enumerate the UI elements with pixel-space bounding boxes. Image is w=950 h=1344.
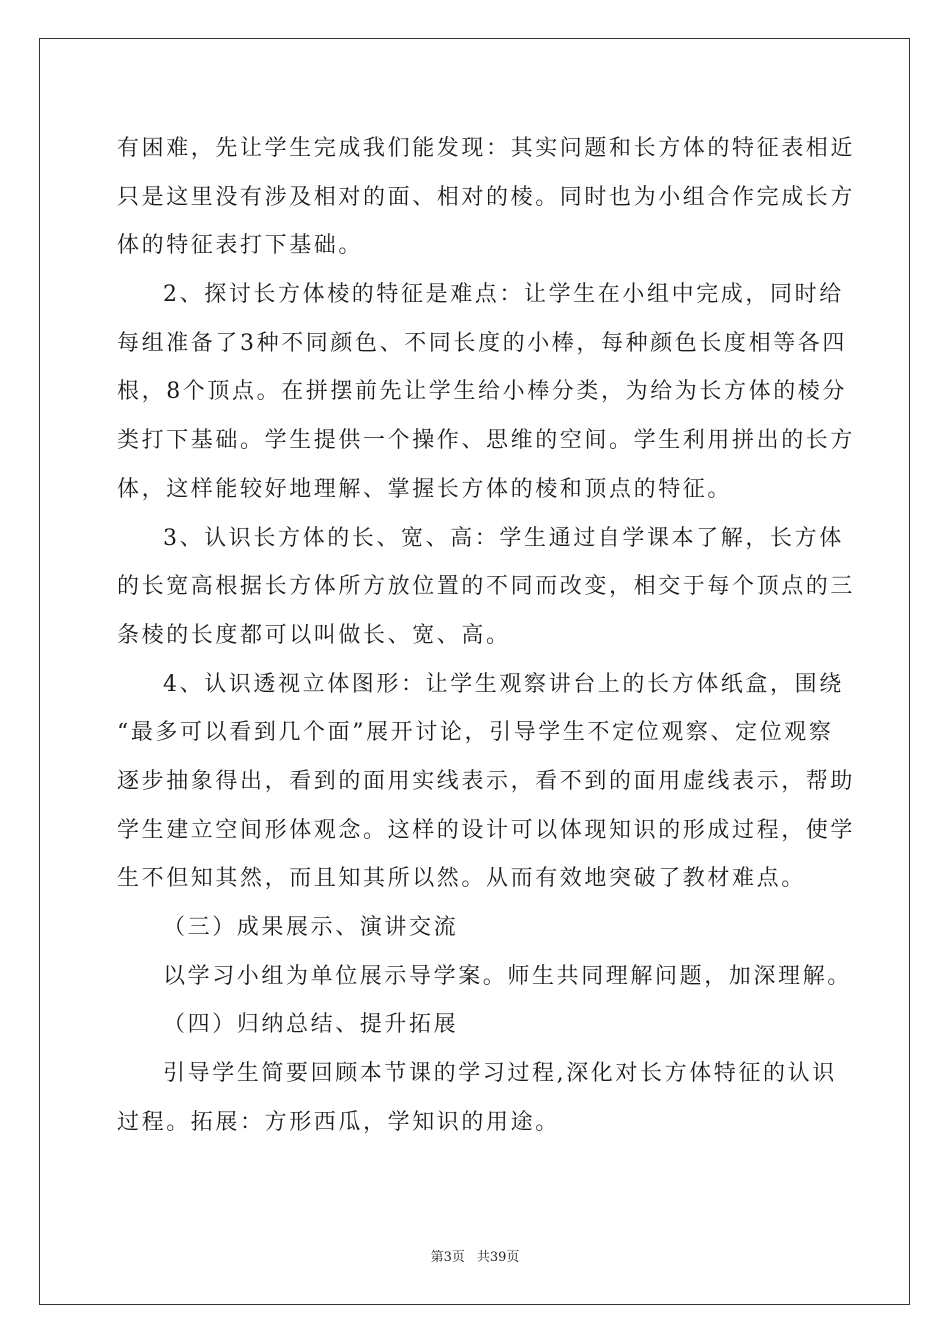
text-line: 体的特征表打下基础。 xyxy=(117,233,364,259)
text-line: 每组准备了3种不同颜色、不同长度的小棒，每种颜色长度相等各四 xyxy=(117,330,847,356)
text-line: 的长宽高根据长方体所方放位置的不同而改变，相交于每个顶点的三 xyxy=(117,574,856,600)
page-footer xyxy=(0,1246,950,1265)
text-line: 引导学生简要回顾本节课的学习过程,深化对长方体特征的认识 xyxy=(163,1061,837,1087)
document-body xyxy=(117,125,856,1147)
text-line: 以学习小组为单位展示导学案。师生共同理解问题，加深理解。 xyxy=(163,963,852,989)
section-heading: （四）归纳总结、提升拓展 xyxy=(163,1012,459,1038)
text-line: 类打下基础。学生提供一个操作、思维的空间。学生利用拼出的长方 xyxy=(117,428,856,454)
section-heading: （三）成果展示、演讲交流 xyxy=(163,915,459,940)
text-line: 4、认识透视立体图形：让学生观察讲台上的长方体纸盒，围绕 xyxy=(163,671,844,697)
text-line: 逐步抽象得出，看到的面用实线表示，看不到的面用虚线表示，帮助 xyxy=(117,768,856,794)
text-line: 体，这样能较好地理解、掌握长方体的棱和顶点的特征。 xyxy=(117,476,733,502)
text-line: 根，8个顶点。在拼摆前先让学生给小棒分类，为给为长方体的棱分 xyxy=(117,379,847,405)
text-line: 学生建立空间形体观念。这样的设计可以体现知识的形成过程，使学 xyxy=(117,817,856,843)
page-number: 第3页 xyxy=(430,1250,465,1265)
text-line: 只是这里没有涉及相对的面、相对的棱。同时也为小组合作完成长方 xyxy=(117,184,856,210)
text-line: 有困难，先让学生完成我们能发现：其实问题和长方体的特征表相近 xyxy=(117,136,856,161)
text-line: 3、认识长方体的长、宽、高：学生通过自学课本了解，长方体 xyxy=(163,525,844,551)
text-line: “最多可以看到几个面”展开讨论，引导学生不定位观察、定位观察 xyxy=(117,720,834,746)
text-line: 2、探讨长方体棱的特征是难点：让学生在小组中完成，同时给 xyxy=(163,282,844,308)
page-total: 共39页 xyxy=(476,1250,520,1265)
text-line: 条棱的长度都可以叫做长、宽、高。 xyxy=(117,622,511,648)
text-line: 过程。拓展：方形西瓜，学知识的用途。 xyxy=(117,1109,560,1135)
text-line: 生不但知其然，而且知其所以然。从而有效地突破了教材难点。 xyxy=(117,866,806,892)
